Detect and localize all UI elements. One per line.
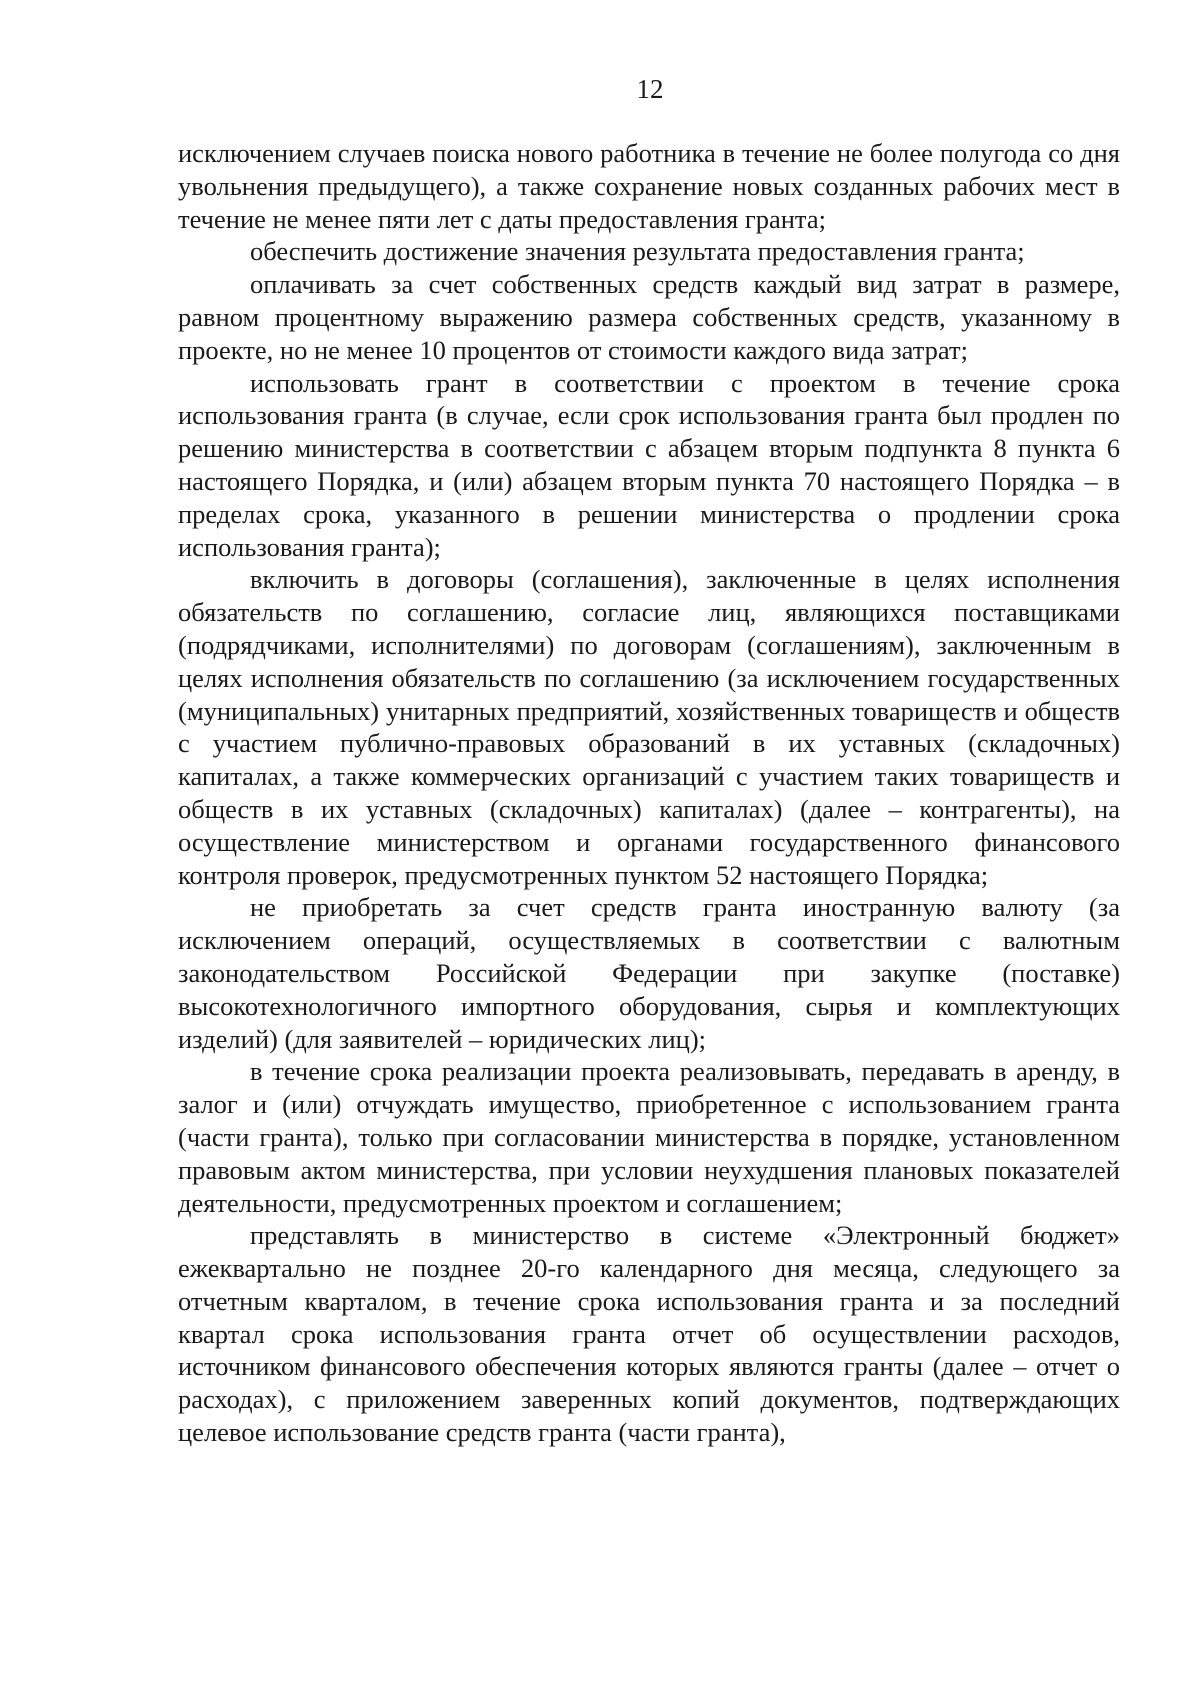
- paragraph-expense-report: представлять в министерство в системе «Электронный бюджет» ежеквартально не позднее 20-го календарного дня месяца, следующего за отчетным кварталом, в течение срока использования гранта и за последний квартал срока использования гранта отчет об осуществлении расходов, источником финансового обеспечения которых являются гранты (далее – отчет о расходах), с приложением заверенных копий документов, подтверждающих целевое использование средств гранта (части гранта),: [178, 1220, 1120, 1448]
- paragraph-own-funds: оплачивать за счет собственных средств каждый вид затрат в размере, равном процентному выражению размера собственных средств, указанному в проекте, но не менее 10 процентов от стоимости каждого вида затрат;: [178, 269, 1120, 365]
- paragraph-foreign-currency: не приобретать за счет средств гранта иностранную валюту (за исключением операций, осуществляемых в соответствии с валютным законодательством Российской Федерации при закупке (поставке) высокотехнологичного импортного оборудования, сырья и комплектующих изделий) (для заявителей – юридических лиц);: [178, 892, 1120, 1054]
- paragraph-property-disposal: в течение срока реализации проекта реализовывать, передавать в аренду, в залог и (или) отчуждать имущество, приобретенное с использованием гранта (части гранта), только при согласовании министерства в порядке, установленном правовым актом министерства, при условии неухудшения плановых показателей деятельности, предусмотренных проектом и соглашением;: [178, 1056, 1120, 1218]
- paragraph-result-achievement: обеспечить достижение значения результата предоставления гранта;: [250, 236, 1025, 267]
- document-body: [178, 137, 1120, 1449]
- paragraph-contractor-consent: включить в договоры (соглашения), заключенные в целях исполнения обязательств по соглашению, согласие лиц, являющихся поставщиками (подрядчиками, исполнителями) по договорам (соглашениям), заключенным в целях исполнения обязательств по соглашению (за исключением государственных (муниципальных) унитарных предприятий, хозяйственных товариществ и обществ с участием публично-правовых образований в их уставных (складочных) капиталах, а также коммерческих организаций с участием таких товариществ и обществ в их уставных (складочных) капиталах) (далее – контрагенты), на осуществление министерством и органами государственного финансового контроля проверок, предусмотренных пунктом 52 настоящего Порядка;: [178, 564, 1120, 890]
- paragraph-continuation: исключением случаев поиска нового работника в течение не более полугода со дня увольнения предыдущего), а также сохранение новых созданных рабочих мест в течение не менее пяти лет с даты предоставления гранта;: [178, 138, 1120, 234]
- paragraph-grant-usage: использовать грант в соответствии с проектом в течение срока использования гранта (в случае, если срок использования гранта был продлен по решению министерства в соответствии с абзацем вторым подпункта 8 пункта 6 настоящего Порядка, и (или) абзацем вторым пункта 70 настоящего Порядка – в пределах срока, указанного в решении министерства о продлении срока использования гранта);: [178, 367, 1120, 562]
- page-number: 12: [636, 74, 664, 104]
